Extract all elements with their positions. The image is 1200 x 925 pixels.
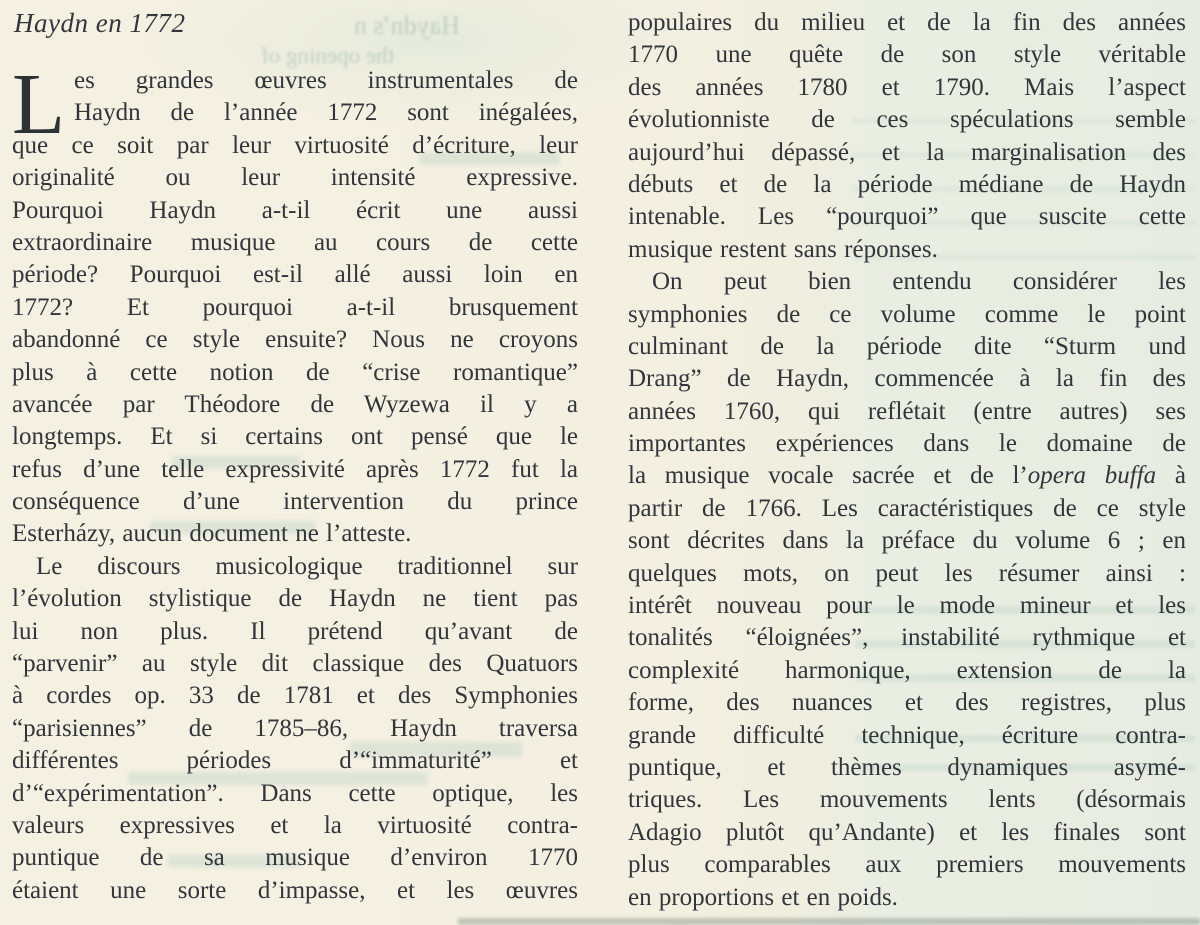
text-line: culminant de la période dite “Sturm und: [628, 332, 1186, 360]
text-line: étaient une sorte d’impasse, et les œuvres: [12, 876, 578, 904]
text-line: sont décrites dans la préface du volume 6 ; en: [628, 527, 1186, 555]
text-line: différentes périodes d’“immaturité” et: [12, 747, 578, 775]
text-line: aujourd’hui dépassé, et la marginalisation des: [628, 138, 1186, 166]
text-line: originalité ou leur intensité expressive.: [12, 164, 578, 192]
text-segment: la musique vocale sacrée et de l’: [628, 462, 1028, 490]
text-line: [628, 460, 1186, 492]
text-line: conséquence d’une intervention du prince: [12, 488, 578, 516]
left-text-column: [12, 65, 578, 907]
text-line: tonalités “éloignées”, instabilité rythmique et: [628, 624, 1186, 652]
text-line: puntique de sa musique d’environ 1770: [12, 844, 578, 872]
italic-text-segment: opera buffa: [1027, 462, 1157, 490]
text-line: avancée par Théodore de Wyzewa il y a: [12, 390, 578, 418]
text-line: plus comparables aux premiers mouvements: [628, 851, 1186, 879]
text-line: populaires du milieu et de la fin des années: [628, 9, 1186, 36]
text-line: lui non plus. Il prétend qu’avant de: [12, 617, 578, 645]
text-line: 1772? Et pourquoi a-t-il brusquement: [12, 293, 578, 321]
text-line: forme, des nuances et des registres, plus: [628, 689, 1186, 717]
text-line: On peut bien entendu considérer les: [652, 268, 1186, 296]
text-line: “parvenir” au style dit classique des Quatuors: [12, 650, 578, 678]
right-text-column: [628, 7, 1186, 914]
text-line: refus d’une telle expressivité après 1772 fut la: [12, 455, 578, 483]
text-line: années 1760, qui reflétait (entre autres) ses: [628, 397, 1186, 425]
text-line: puntique, et thèmes dynamiques asymé-: [628, 753, 1186, 781]
text-line: “parisiennes” de 1785–86, Haydn traversa: [12, 714, 578, 742]
text-line: extraordinaire musique au cours de cette: [12, 228, 578, 256]
drop-cap-letter: L: [12, 55, 66, 152]
text-line: période? Pourquoi est-il allé aussi loin en: [12, 261, 578, 289]
text-line: partir de 1766. Les caractéristiques de ce style: [628, 494, 1186, 522]
text-line: à cordes op. 33 de 1781 et des Symphonies: [12, 682, 578, 710]
text-line: l’évolution stylistique de Haydn ne tient pas: [12, 585, 578, 613]
text-line: longtemps. Et si certains ont pensé que le: [12, 423, 578, 451]
text-line: grande difficulté technique, écriture contra-: [628, 721, 1186, 749]
showthrough-text-line-2: the opening of: [261, 43, 394, 68]
text-line: Haydn de l’année 1772 sont inégalées,: [74, 99, 578, 127]
text-line: évolutionniste de ces spéculations semble: [628, 106, 1186, 134]
text-line: es grandes œuvres instrumentales de: [74, 67, 578, 94]
text-segment: à: [1156, 462, 1186, 490]
text-line: des années 1780 et 1790. Mais l’aspect: [628, 73, 1186, 101]
text-line: d’“expérimentation”. Dans cette optique, les: [12, 779, 578, 807]
text-line: abandonné ce style ensuite? Nous ne croyons: [12, 326, 578, 354]
showthrough-text-line-1: Haydn’s n: [353, 11, 460, 40]
text-line: débuts et de la période médiane de Haydn: [628, 170, 1186, 198]
text-line: Pourquoi Haydn a-t-il écrit une aussi: [12, 196, 578, 224]
text-line: symphonies de ce volume comme le point: [628, 300, 1186, 328]
text-line: quelques mots, on peut les résumer ainsi :: [628, 559, 1186, 587]
running-head: Haydn en 1772: [14, 8, 186, 38]
text-line: valeurs expressives et la virtuosité contra-: [12, 811, 578, 839]
scan-edge-shadow: [458, 918, 1200, 925]
text-line: intérêt nouveau pour le mode mineur et les: [628, 592, 1186, 620]
text-line: Drang” de Haydn, commencée à la fin des: [628, 365, 1186, 393]
text-line: musique restent sans réponses.: [628, 235, 938, 263]
text-line: Esterházy, aucun document ne l’atteste.: [12, 520, 412, 548]
text-line: triques. Les mouvements lents (désormais: [628, 786, 1186, 814]
text-line: en proportions et en poids.: [628, 883, 898, 911]
text-line: intenable. Les “pourquoi” que suscite cette: [628, 203, 1186, 231]
text-line: 1770 une quête de son style véritable: [628, 41, 1186, 69]
text-line: complexité harmonique, extension de la: [628, 656, 1186, 684]
text-line: importantes expériences dans le domaine de: [628, 430, 1186, 458]
text-line: Adagio plutôt qu’Andante) et les finales sont: [628, 818, 1186, 846]
text-line: Le discours musicologique traditionnel sur: [36, 552, 578, 580]
text-line: que ce soit par leur virtuosité d’écriture, leur: [12, 131, 578, 159]
text-line: plus à cette notion de “crise romantique”: [12, 358, 578, 386]
